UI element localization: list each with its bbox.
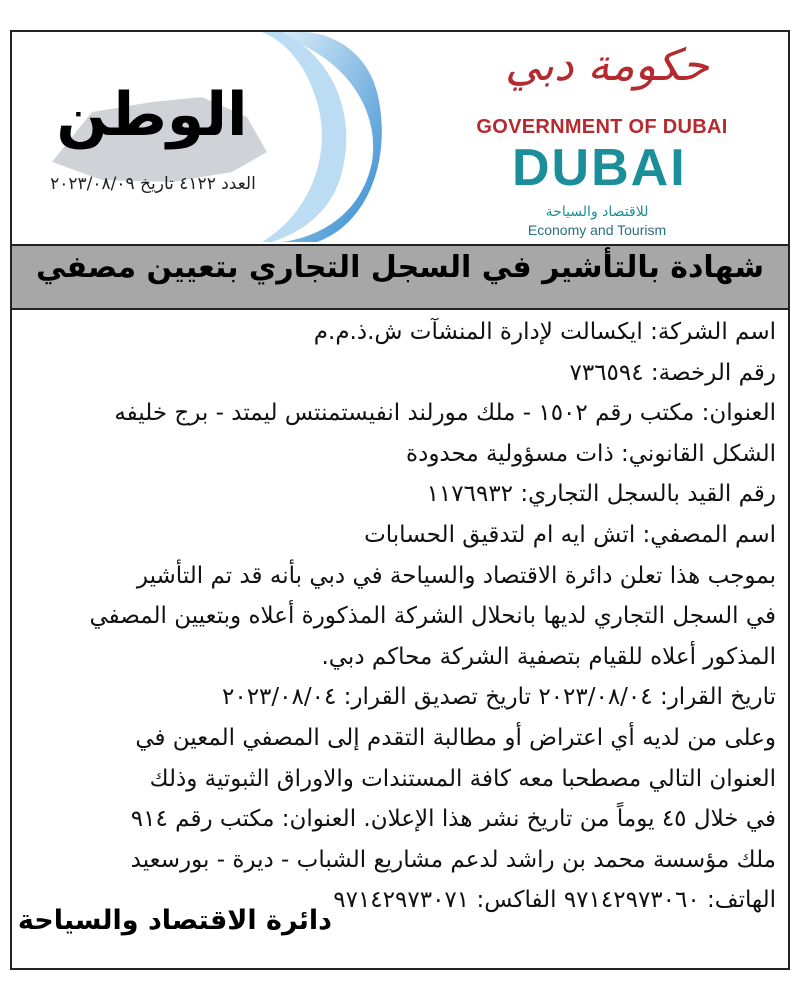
objection-line-1: وعلى من لديه أي اعتراض أو مطالبة التقدم إلى المصفي المعين في [135,724,776,751]
announcement-line-2: في السجل التجاري لديها بانحلال الشركة المذكورة أعلاه وبتعيين المصفي [89,603,776,630]
notice-body [12,312,786,921]
decision-date-line: تاريخ القرار: ٢٠٢٣/٠٨/٠٤ تاريخ تصديق القرار: ٢٠٢٣/٠٨/٠٤ [222,684,776,711]
notice-frame [10,30,790,970]
registration-number-line: رقم القيد بالسجل التجاري: ١١٧٦٩٣٢ [426,481,776,508]
announcement-line-3: المذكور أعلاه للقيام بتصفية الشركة محاكم دبي. [321,643,776,670]
signature: دائرة الاقتصاد والسياحة [17,905,332,936]
notice-title: شهادة بالتأشير في السجل التجاري بتعيين مصفي [36,250,764,285]
department-english: Economy and Tourism [527,222,667,238]
legal-form-line: الشكل القانوني: ذات مسؤولية محدودة [406,440,776,467]
issue-line: العدد ٤١٢٢ تاريخ ٢٠٢٣/٠٨/٠٩ [50,174,256,194]
government-english-logo: GOVERNMENT OF DUBAI [476,116,728,138]
wave-graphic-icon [262,32,392,242]
company-name-line: اسم الشركة: ايكسالت لإدارة المنشآت ش.ذ.م.م [313,319,776,345]
objection-line-2: العنوان التالي مصطحبا معه كافة المستندات والاوراق الثبوتية وذلك [149,765,776,792]
announcement-line-1: بموجب هذا تعلن دائرة الاقتصاد والسياحة في دبي بأنه قد تم التأشير [136,562,776,589]
dubai-logo: DUBAI [512,139,687,197]
address-line: العنوان: مكتب رقم ١٥٠٢ - ملك مورلند انفيستمنتس ليمتد - برج خليفه [114,400,776,427]
objection-line-3: في خلال ٤٥ يوماً من تاريخ نشر هذا الإعلان. العنوان: مكتب رقم ٩١٤ [130,806,776,833]
liquidator-address-line: ملك مؤسسة محمد بن راشد لدعم مشاريع الشباب - ديرة - بورسعيد [130,846,776,873]
license-number-line: رقم الرخصة: ٧٣٦٥٩٤ [569,359,776,386]
liquidator-name-line: اسم المصفي: اتش ايه ام لتدقيق الحسابات [364,521,776,548]
government-arabic-logo: حكومة دبي [505,40,709,91]
department-arabic: للاقتصاد والسياحة [545,204,649,220]
contact-line: الهاتف: ٩٧١٤٢٩٧٣٠٦٠ الفاكس: ٩٧١٤٢٩٧٣٠٧١ [333,887,776,914]
newspaper-name: الوطن [56,80,248,150]
title-bar [12,244,788,310]
header [12,32,788,242]
